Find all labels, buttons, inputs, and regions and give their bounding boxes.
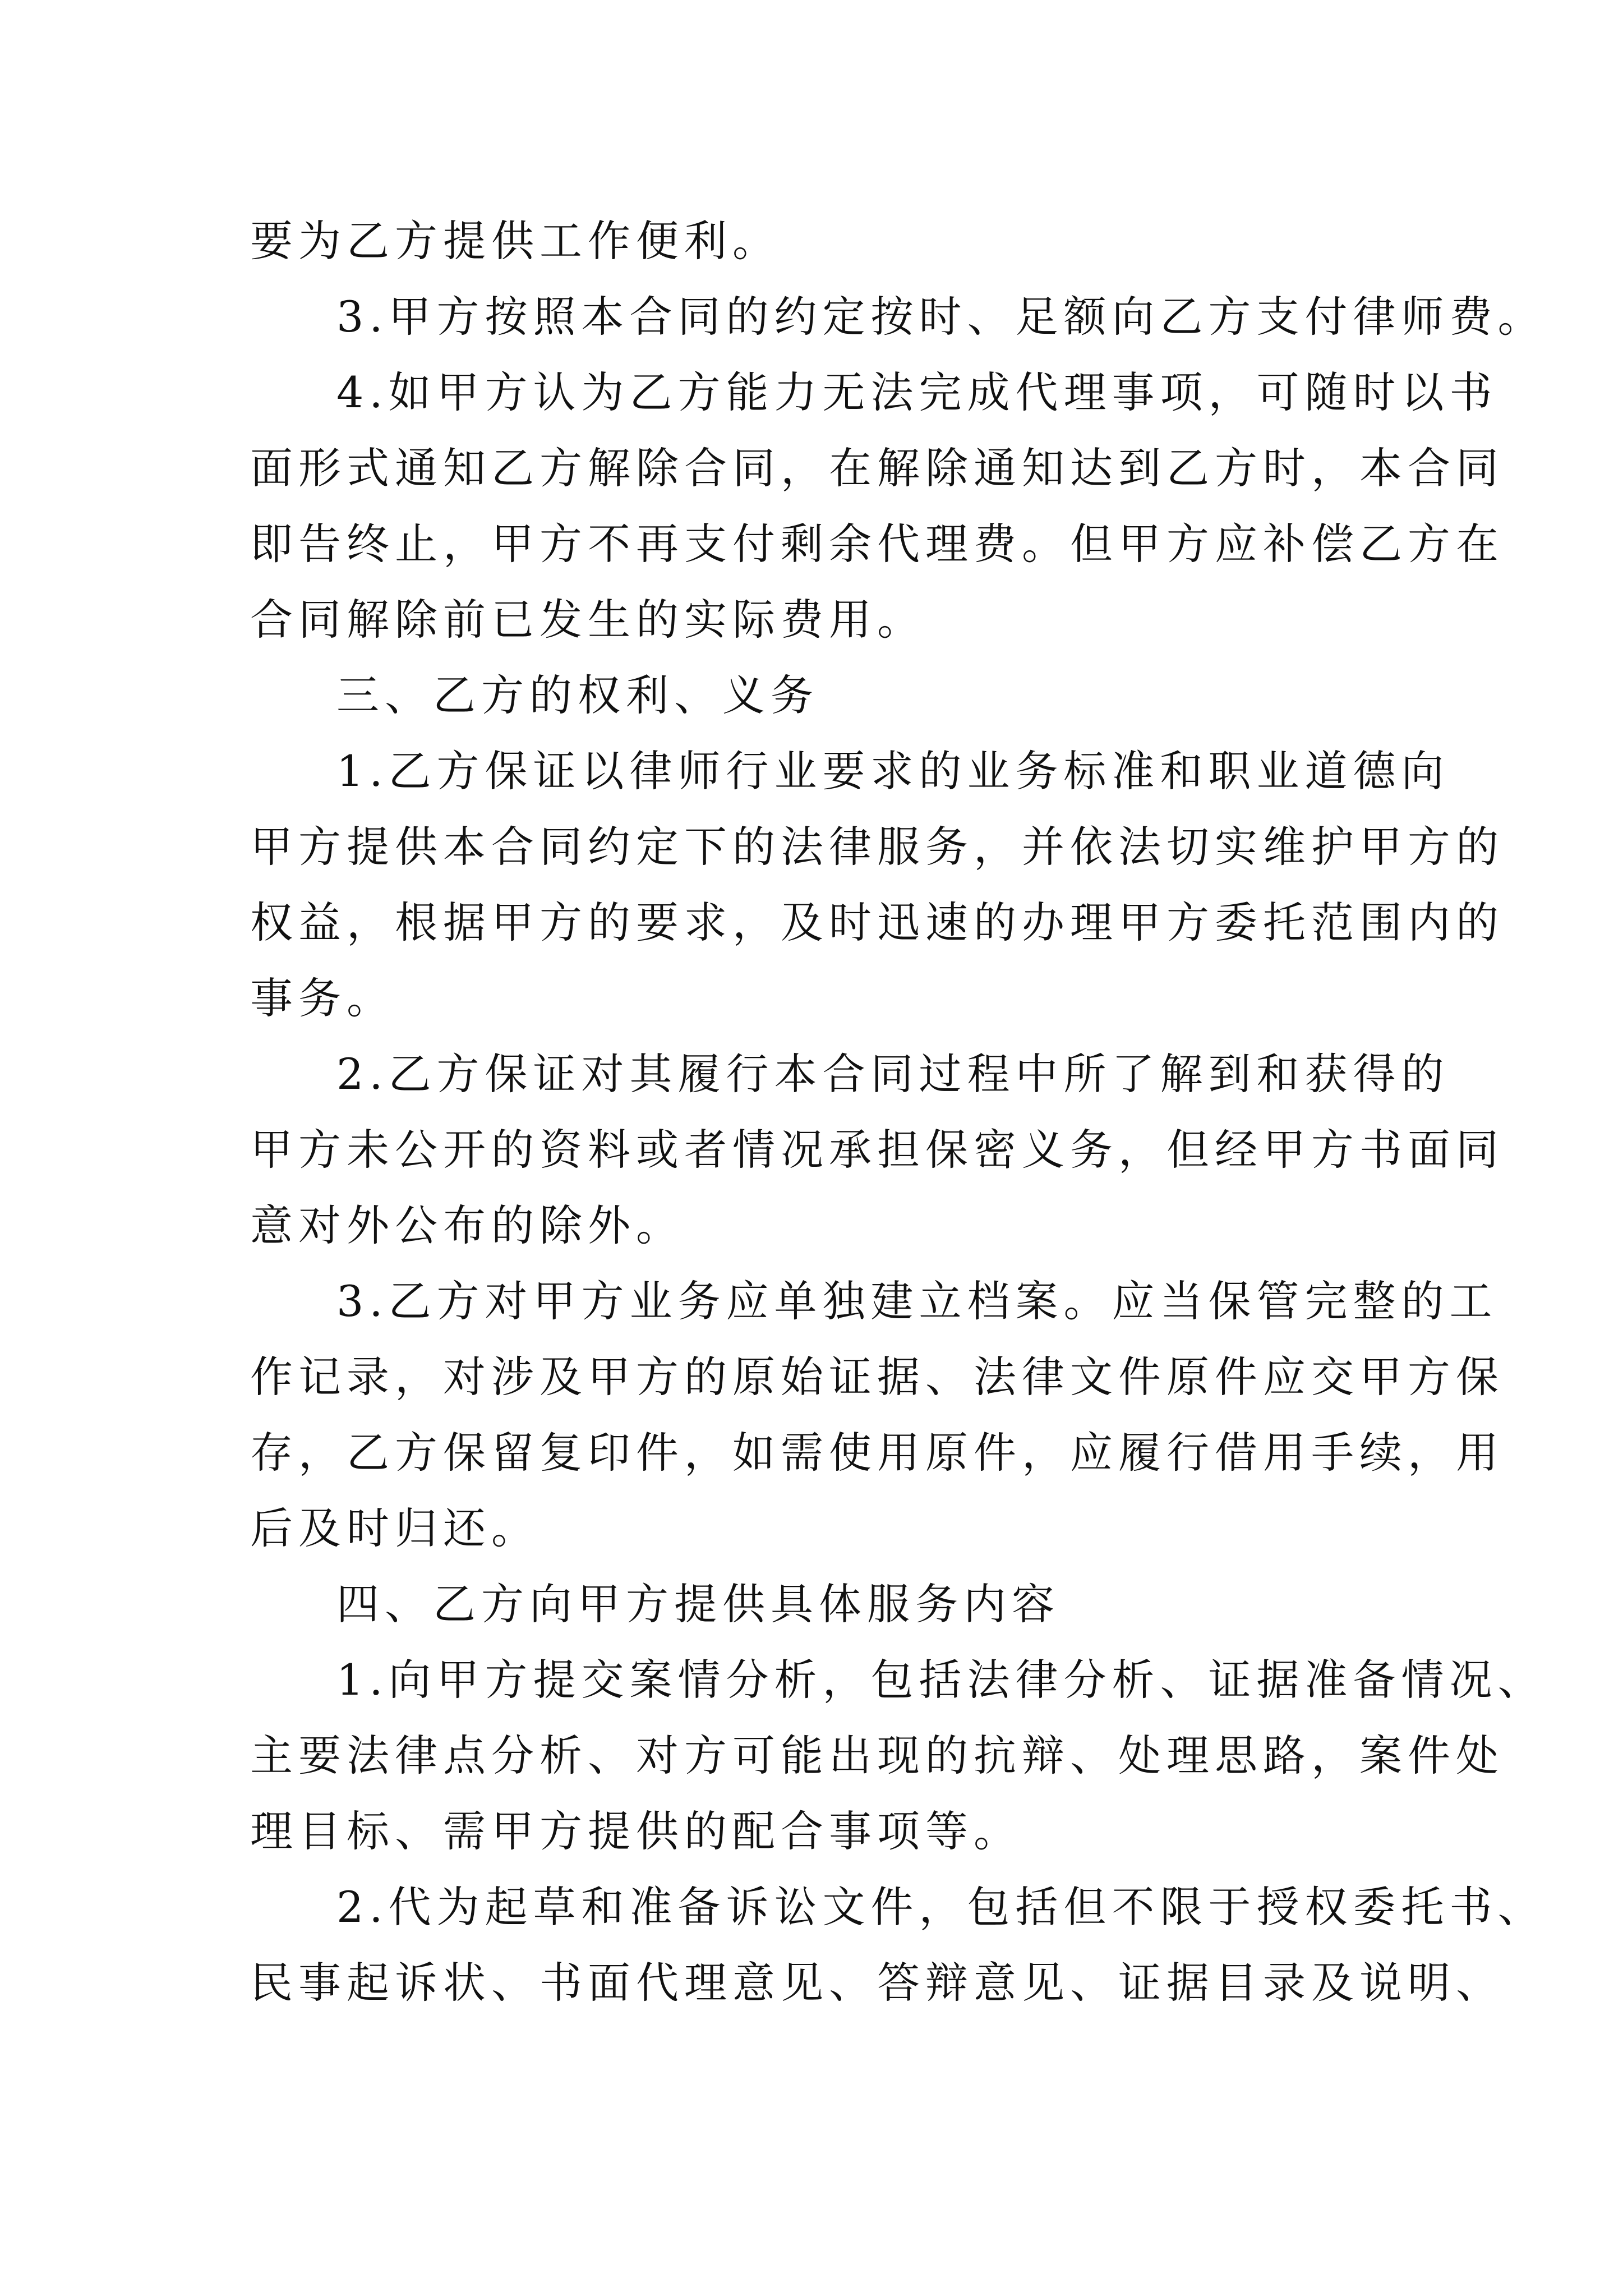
text-line: 主要法律点分析、对方可能出现的抗辩、处理思路，案件处 [250,1731,1504,1780]
text-line: 1.乙方保证以律师行业要求的业务标准和职业道德向 [336,746,1450,796]
text-line: 事务。 [250,973,395,1023]
text-line: 1.向甲方提交案情分析，包括法律分析、证据准备情况、 [336,1655,1546,1705]
text-line: 理目标、需甲方提供的配合事项等。 [250,1806,1022,1856]
text-line: 后及时归还。 [250,1503,540,1553]
text-line: 甲方未公开的资料或者情况承担保密义务，但经甲方书面同 [250,1125,1504,1175]
text-line: 民事起诉状、书面代理意见、答辩意见、证据目录及说明、 [250,1958,1504,2008]
section-heading: 三、乙方的权利、义务 [336,670,819,720]
text-line: 甲方提供本合同约定下的法律服务，并依法切实维护甲方的 [250,822,1504,872]
text-line: 面形式通知乙方解除合同，在解除通知达到乙方时，本合同 [250,443,1504,493]
text-line: 3.甲方按照本合同的约定按时、足额向乙方支付律师费。 [336,292,1546,342]
text-line: 即告终止，甲方不再支付剩余代理费。但甲方应补偿乙方在 [250,519,1504,569]
text-line: 权益，根据甲方的要求，及时迅速的办理甲方委托范围内的 [250,898,1504,947]
text-line: 意对外公布的除外。 [250,1200,684,1250]
text-line: 作记录，对涉及甲方的原始证据、法律文件原件应交甲方保 [250,1352,1504,1402]
text-line: 2.代为起草和准备诉讼文件，包括但不限于授权委托书、 [336,1882,1546,1932]
text-line: 3.乙方对甲方业务应单独建立档案。应当保管完整的工 [336,1276,1498,1326]
text-line: 存，乙方保留复印件，如需使用原件，应履行借用手续，用 [250,1428,1504,1478]
text-line: 4.如甲方认为乙方能力无法完成代理事项，可随时以书 [336,367,1498,417]
section-heading: 四、乙方向甲方提供具体服务内容 [336,1579,1060,1629]
text-line: 2.乙方保证对其履行本合同过程中所了解到和获得的 [336,1049,1450,1099]
text-line: 要为乙方提供工作便利。 [250,216,781,266]
text-line: 合同解除前已发生的实际费用。 [250,595,925,645]
